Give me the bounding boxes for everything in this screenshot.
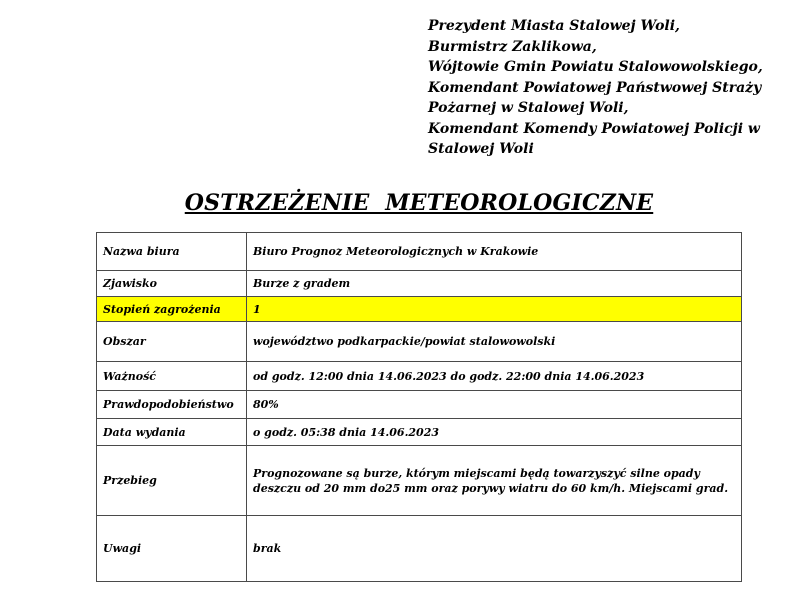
row-value: brak [247,516,742,582]
table-row-phenomenon [97,271,742,297]
row-value: Biuro Prognoz Meteorologicznych w Krakowie [247,233,742,271]
row-label: Zjawisko [97,271,247,297]
row-value: 80% [247,391,742,419]
row-label: Nazwa biura [97,233,247,271]
addressee-block [428,16,763,160]
addressee-line: Stalowej Woli [428,141,534,157]
row-label: Obszar [97,322,247,362]
table-row-threat-level [97,297,742,322]
table-row-remarks [97,516,742,582]
row-value: Burze z gradem [247,271,742,297]
addressee-line: Pożarnej w Stalowej Woli, [428,100,629,116]
addressee-line: Prezydent Miasta Stalowej Woli, [428,18,680,34]
table-row-area [97,322,742,362]
document-title: OSTRZEŻENIE METEOROLOGICZNE [184,190,654,216]
addressee-line: Wójtowie Gmin Powiatu Stalowowolskiego, [428,59,763,75]
row-label: Prawdopodobieństwo [97,391,247,419]
table-row-office [97,233,742,271]
addressee-line: Komendant Powiatowej Państwowej Straży [428,79,762,96]
addressee-line: Komendant Komendy Powiatowej Policji w [428,120,760,137]
addressee-line: Burmistrz Zaklikowa, [428,38,597,55]
table-row-course [97,446,742,516]
row-label: Ważność [97,362,247,391]
row-label: Data wydania [97,419,247,446]
row-label: Stopień zagrożenia [97,297,247,322]
row-value: Prognozowane są burze, którym miejscami będą towarzyszyć silne opady deszczu od 20 mm do25 mm oraz porywy wiatru do 60 km/h. Miejscami grad. [247,446,742,516]
row-value: 1 [247,297,742,322]
row-value: o godz. 05:38 dnia 14.06.2023 [247,419,742,446]
table-row-validity [97,362,742,391]
row-value: od godz. 12:00 dnia 14.06.2023 do godz. 22:00 dnia 14.06.2023 [247,362,742,391]
row-label: Uwagi [97,516,247,582]
row-value: województwo podkarpackie/powiat stalowowolski [247,322,742,362]
warning-table [96,232,742,582]
table-row-probability [97,391,742,419]
row-label: Przebieg [97,446,247,516]
table-row-issue-date [97,419,742,446]
